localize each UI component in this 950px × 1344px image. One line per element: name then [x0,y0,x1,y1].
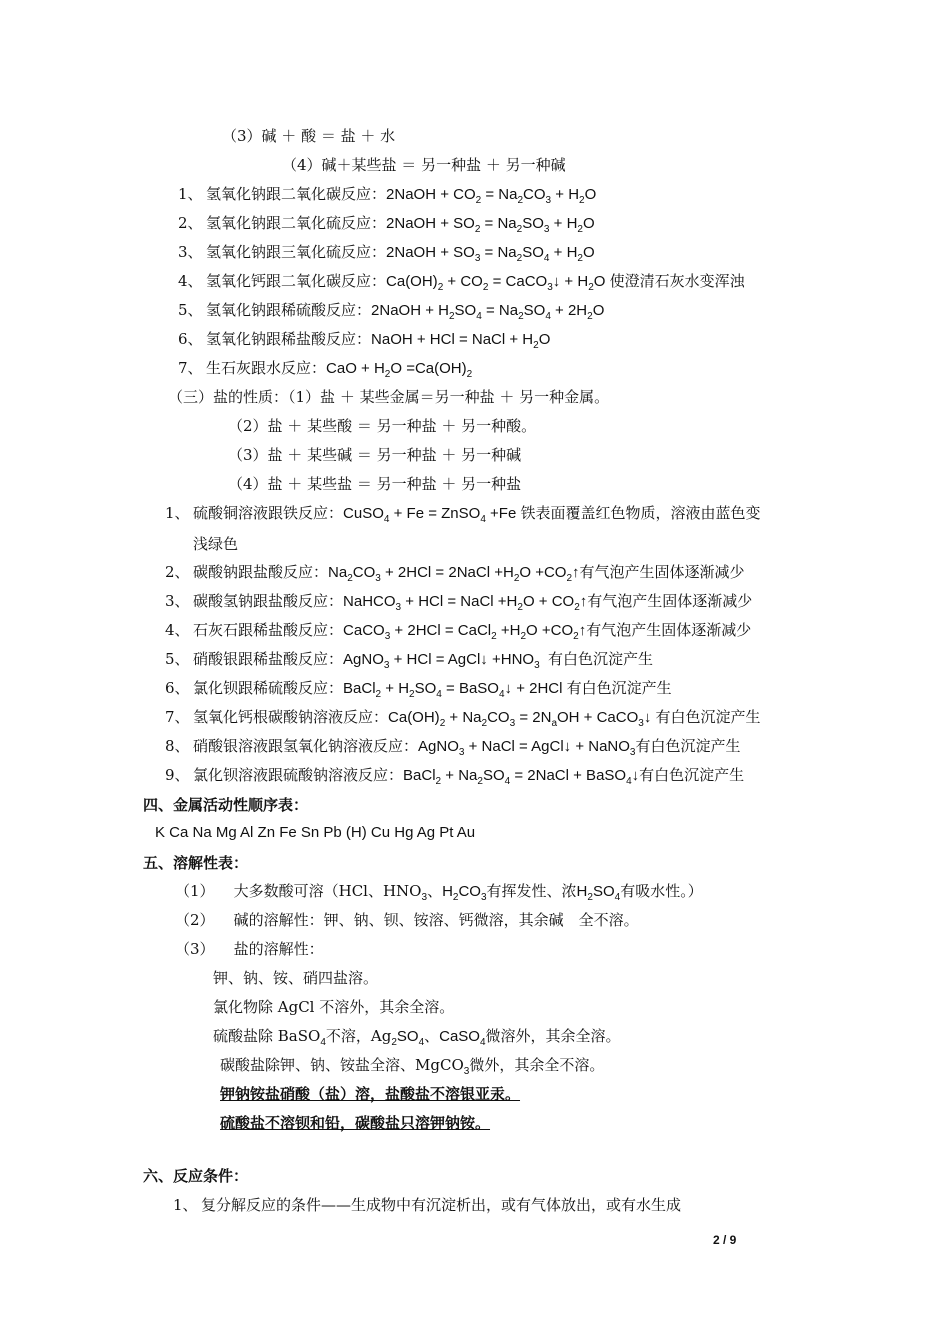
item-number: 1、 [173,1196,198,1214]
base-solubility: 碱的溶解性：钾、钠、钡、铵溶、钙微溶，其余碱 全不溶。 [233,911,639,929]
salt-reaction-8 [165,735,741,758]
salt-reaction-1 [165,502,761,525]
base-property-3: （3）碱 ＋ 酸 ＝ 盐 ＋ 水 [222,127,396,145]
formula: 4 [320,1037,326,1048]
item-number: （2） [175,911,215,929]
rule-part: 微外，其余全不溶。 [469,1056,605,1074]
acid-solubility-a: 大多数酸可溶（HCl、HNO [233,882,422,900]
salt-rule-3 [213,1025,621,1048]
section-4-heading: 四、金属活动性顺序表： [143,796,309,814]
reaction-label: 硫酸铜溶液跟铁反应： [193,504,344,522]
reaction-label: 碳酸氢钠跟盐酸反应： [193,592,344,610]
equation: $Ca(OH)_2 + Na_2CO_3 = 2N_aOH$ + CaCO$_3$↓ [388,709,656,729]
reaction-label: 生石灰跟水反应： [206,359,327,377]
equation: 2NaOH + $SO_2 = Na_2SO_3 + H_2O$ [386,215,595,235]
salt-rule-2: 氯化物除 AgCl 不溶外，其余全溶。 [213,998,455,1016]
reaction-label: 氯化钡溶液跟硫酸钠溶液反应： [193,766,404,784]
salt-reaction-1-continuation: 浅绿色 [193,535,239,553]
equation: 2NaOH + $H_2SO_4 = Na_2SO_4 + 2H_2O$ [371,302,605,322]
salt-property-4: （4）盐 ＋ 某些盐 ＝ 另一种盐 ＋ 另一种盐 [228,475,522,493]
item-number: 2、 [165,563,190,581]
formula: 3 [463,1066,470,1077]
item-number: 6、 [165,679,190,697]
equation: $Ca(OH)_2 + CO_2$ = CaCO$_3$↓ + $H_2O$ [386,273,610,293]
reaction-label: 氢氧化钙根碳酸钠溶液反应： [193,708,389,726]
salt-rule-4 [220,1054,604,1077]
mnemonic-1: 钾钠铵盐硝酸（盐）溶，盐酸盐不溶银亚汞。 [220,1085,521,1103]
equation: CuSO$_4$ + Fe = ZnSO$_4$ +Fe [343,505,521,525]
equation: 2NaOH + $CO_2 = Na_2CO_3 + H_2O$ [386,186,597,206]
observation: 有白色沉淀产生 [547,650,653,668]
rule-part: 硫酸盐除 BaSO [213,1027,321,1045]
reaction-condition-1 [173,1194,681,1216]
rule-part: 不溶，Ag [325,1027,392,1045]
item-number: 3、 [178,243,203,261]
acid-solubility-c: 有吸水性。） [620,882,703,900]
item-number: 9、 [165,766,190,784]
item-number: 4、 [165,621,190,639]
salt-reaction-5 [165,648,653,671]
base-property-4: （4）碱＋某些盐 ＝ 另一种盐 ＋ 另一种碱 [282,156,566,174]
equation: NaHCO$_3$ + HCl = NaCl $+H_2O$ + $CO_2↑$ [343,593,588,613]
salt-solubility: 盐的溶解性： [233,940,324,958]
item-number: 5、 [178,301,203,319]
reaction-label: 氢氧化钠跟二氧化硫反应： [206,214,387,232]
salt-reaction-6 [165,677,672,700]
reaction-label: 碳酸钠跟盐酸反应： [193,563,329,581]
base-reaction-6 [178,328,550,351]
salt-rule-1: 钾、钠、铵、硝四盐溶。 [213,969,379,987]
equation: BaCl$_2$ + $H_2SO_4$ = BaSO$_4$↓ + 2HCl [343,680,567,700]
item-number: 7、 [165,708,190,726]
base-reaction-2 [178,212,595,235]
observation: 铁表面覆盖红色物质，溶液由蓝色变 [520,504,761,522]
salt-reaction-7 [165,706,761,729]
observation: 有气泡产生固体逐渐减少 [587,592,753,610]
reaction-label: 氢氧化钙跟二氧化碳反应： [206,272,387,290]
mnemonic-2: 硫酸盐不溶钡和铅，碳酸盐只溶钾钠铵。 [220,1114,491,1132]
observation: 有白色沉淀产生 [639,766,745,784]
condition-text: 复分解反应的条件——生成物中有沉淀析出，或有气体放出，或有水生成 [201,1196,682,1214]
formula: $_3$、$H_2CO_3$ [421,883,487,903]
base-reaction-3 [178,241,595,264]
item-number: 8、 [165,737,190,755]
observation: 有白色沉淀产生 [635,737,741,755]
observation: 使澄清石灰水变浑浊 [609,272,745,290]
item-number: （1） [175,882,215,900]
reaction-label: 石灰石跟稀盐酸反应： [193,621,344,639]
item-number: 5、 [165,650,190,668]
item-number: 3、 [165,592,190,610]
reaction-label: 氢氧化钠跟稀硫酸反应： [206,301,372,319]
observation: 有气泡产生固体逐渐减少 [586,621,752,639]
rule-part: 碳酸盐除钾、钠、铵盐全溶、MgCO [220,1056,464,1074]
item-number: （3） [175,940,215,958]
reaction-label: 硝酸银溶液跟氢氧化钠溶液反应： [193,737,419,755]
solubility-item-2 [175,909,639,931]
salt-property-1: （三）盐的性质：（1）盐 ＋ 某些金属＝另一种盐 ＋ 另一种金属。 [168,388,610,406]
item-number: 2、 [178,214,203,232]
observation: 有白色沉淀产生 [655,708,761,726]
section-5-heading: 五、溶解性表： [143,854,249,872]
item-number: 1、 [165,504,190,522]
acid-solubility-b: 有挥发性、浓 [486,882,577,900]
solubility-item-1 [175,880,703,903]
reaction-label: 氯化钡跟稀硫酸反应： [193,679,344,697]
base-reaction-4 [178,270,745,293]
reaction-label: 氢氧化钠跟二氧化碳反应： [206,185,387,203]
item-number: 6、 [178,330,203,348]
equation: $Na_2CO_3 + 2HCl$ = 2NaCl $+H_2O$ $+CO_2↑$ [328,564,580,584]
salt-property-2: （2）盐 ＋ 某些酸 ＝ 另一种盐 ＋ 另一种酸。 [228,417,537,435]
reaction-label: 氢氧化钠跟稀盐酸反应： [206,330,372,348]
equation: AgNO$_3$ + HCl = AgCl↓ $+HNO_3$ [343,651,540,671]
equation: CaCO$_3$ + 2HCl = CaCl$_2$ $+H_2O$ $+CO_2↑$ [343,622,587,642]
base-reaction-5 [178,299,604,322]
salt-property-3: （3）盐 ＋ 某些碱 ＝ 另一种盐 ＋ 另一种碱 [228,446,522,464]
reaction-label: 硝酸银跟稀盐酸反应： [193,650,344,668]
observation: 有白色沉淀产生 [566,679,672,697]
equation: NaOH + HCl = NaCl + $H_2O$ [371,331,551,351]
formula: $H_2SO_4$ [576,883,621,903]
item-number: 1、 [178,185,203,203]
solubility-item-3 [175,938,324,960]
base-reaction-7 [178,357,472,380]
equation: AgNO$_3$ + NaCl = AgCl↓ + NaNO$_3$ [418,738,636,758]
reaction-label: 氢氧化钠跟三氧化硫反应： [206,243,387,261]
observation: 有气泡产生固体逐渐减少 [579,563,745,581]
equation: 2NaOH + $SO_3 = Na_2SO_4 + H_2O$ [386,244,595,264]
item-number: 4、 [178,272,203,290]
base-reaction-1 [178,183,596,206]
item-number: 7、 [178,359,203,377]
salt-reaction-2 [165,561,745,584]
equation: CaO + $H_2O =Ca(OH)_2$ [326,360,473,380]
section-6-heading: 六、反应条件： [143,1167,249,1185]
equation: BaCl$_2$ + $Na_2SO_4$ = 2NaCl + BaSO$_4$↓ [403,767,640,787]
salt-reaction-3 [165,590,752,613]
activity-series: K Ca Na Mg Al Zn Fe Sn Pb (H) Cu Hg Ag Pt Au [155,824,476,841]
salt-reaction-9 [165,764,744,787]
rule-part: 微溶外，其余全溶。 [485,1027,621,1045]
page-number: 2 / 9 [713,1233,737,1247]
formula: $_2SO_4$、CaSO$_4$ [391,1028,486,1048]
salt-reaction-4 [165,619,751,642]
